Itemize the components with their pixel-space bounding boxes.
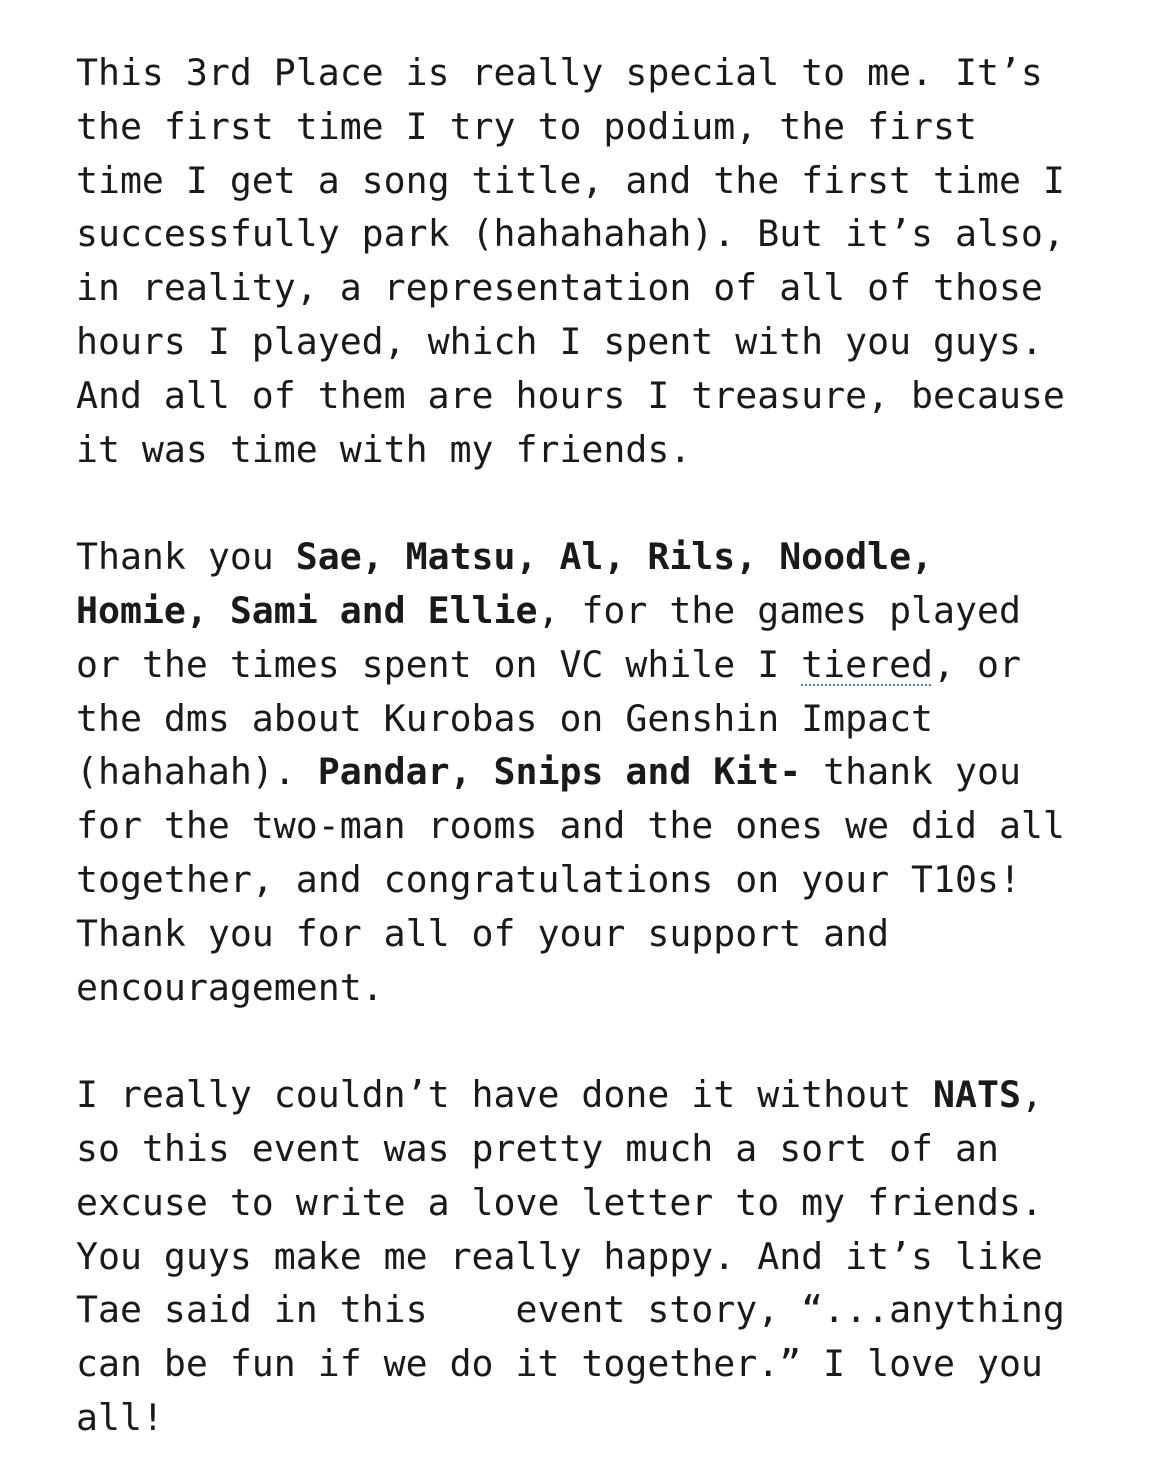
text-line: all! [76,1395,164,1439]
text-line: And all of them are hours I treasure, because [76,373,1065,417]
text-line: so this event was pretty much a sort of an [76,1126,999,1170]
text-segment: or the times spent on VC while I [76,642,802,686]
bold-names: Sae, Matsu, Al, Rils, Noodle, [295,535,934,579]
text-segment: (hahahah). [76,750,318,794]
text-line: hours I played, which I spent with you guys. [76,319,1043,363]
text-line: for the two-man rooms and the ones we did all [76,804,1065,848]
text-segment: , or [933,642,1021,686]
text-segment: I really couldn’t have done it without [76,1073,934,1117]
text-line [76,745,1156,799]
text-line: in reality, a representation of all of those [76,266,1043,310]
bold-names: Homie, Sami and Ellie [76,588,538,632]
paragraph-2 [76,530,1156,1014]
bold-names: Pandar, Snips and Kit- [317,750,802,794]
text-line: This 3rd Place is really special to me. It’s [76,51,1043,94]
text-segment: thank you [801,750,1021,794]
text-line [76,638,1156,692]
bold-names: NATS [933,1073,1021,1117]
text-line: Thank you for all of your support and [76,911,890,955]
text-line: can be fun if we do it together.” I love you [76,1342,1043,1386]
text-line: excuse to write a love letter to my friends. [76,1180,1043,1224]
text-line: together, and congratulations on your T10s! [76,857,1021,901]
spellcheck-word[interactable]: tiered [801,642,934,686]
text-segment: , for the games played [537,588,1021,632]
text-line [76,1068,1156,1122]
text-line: it was time with my friends. [76,427,692,471]
paragraph-1 [76,46,1156,476]
paragraph-gap [76,1014,1156,1068]
text-line [76,584,1156,638]
text-line [76,530,1156,584]
paragraph-3 [76,1068,1156,1445]
paragraph-gap [76,476,1156,530]
text-segment: , [1020,1073,1043,1117]
text-line: Tae said in this event story, “...anything [76,1288,1065,1332]
text-line: successfully park (hahahahah). But it’s also, [76,212,1065,256]
text-line: time I get a song title, and the first time I [76,158,1065,202]
text-line: the first time I try to podium, the first [76,104,977,148]
text-line: the dms about Kurobas on Genshin Impact [76,696,934,740]
letter-document [76,46,1156,1445]
text-line: encouragement. [76,965,384,1009]
text-segment: Thank you [76,535,296,579]
text-line: You guys make me really happy. And it’s like [76,1234,1043,1278]
